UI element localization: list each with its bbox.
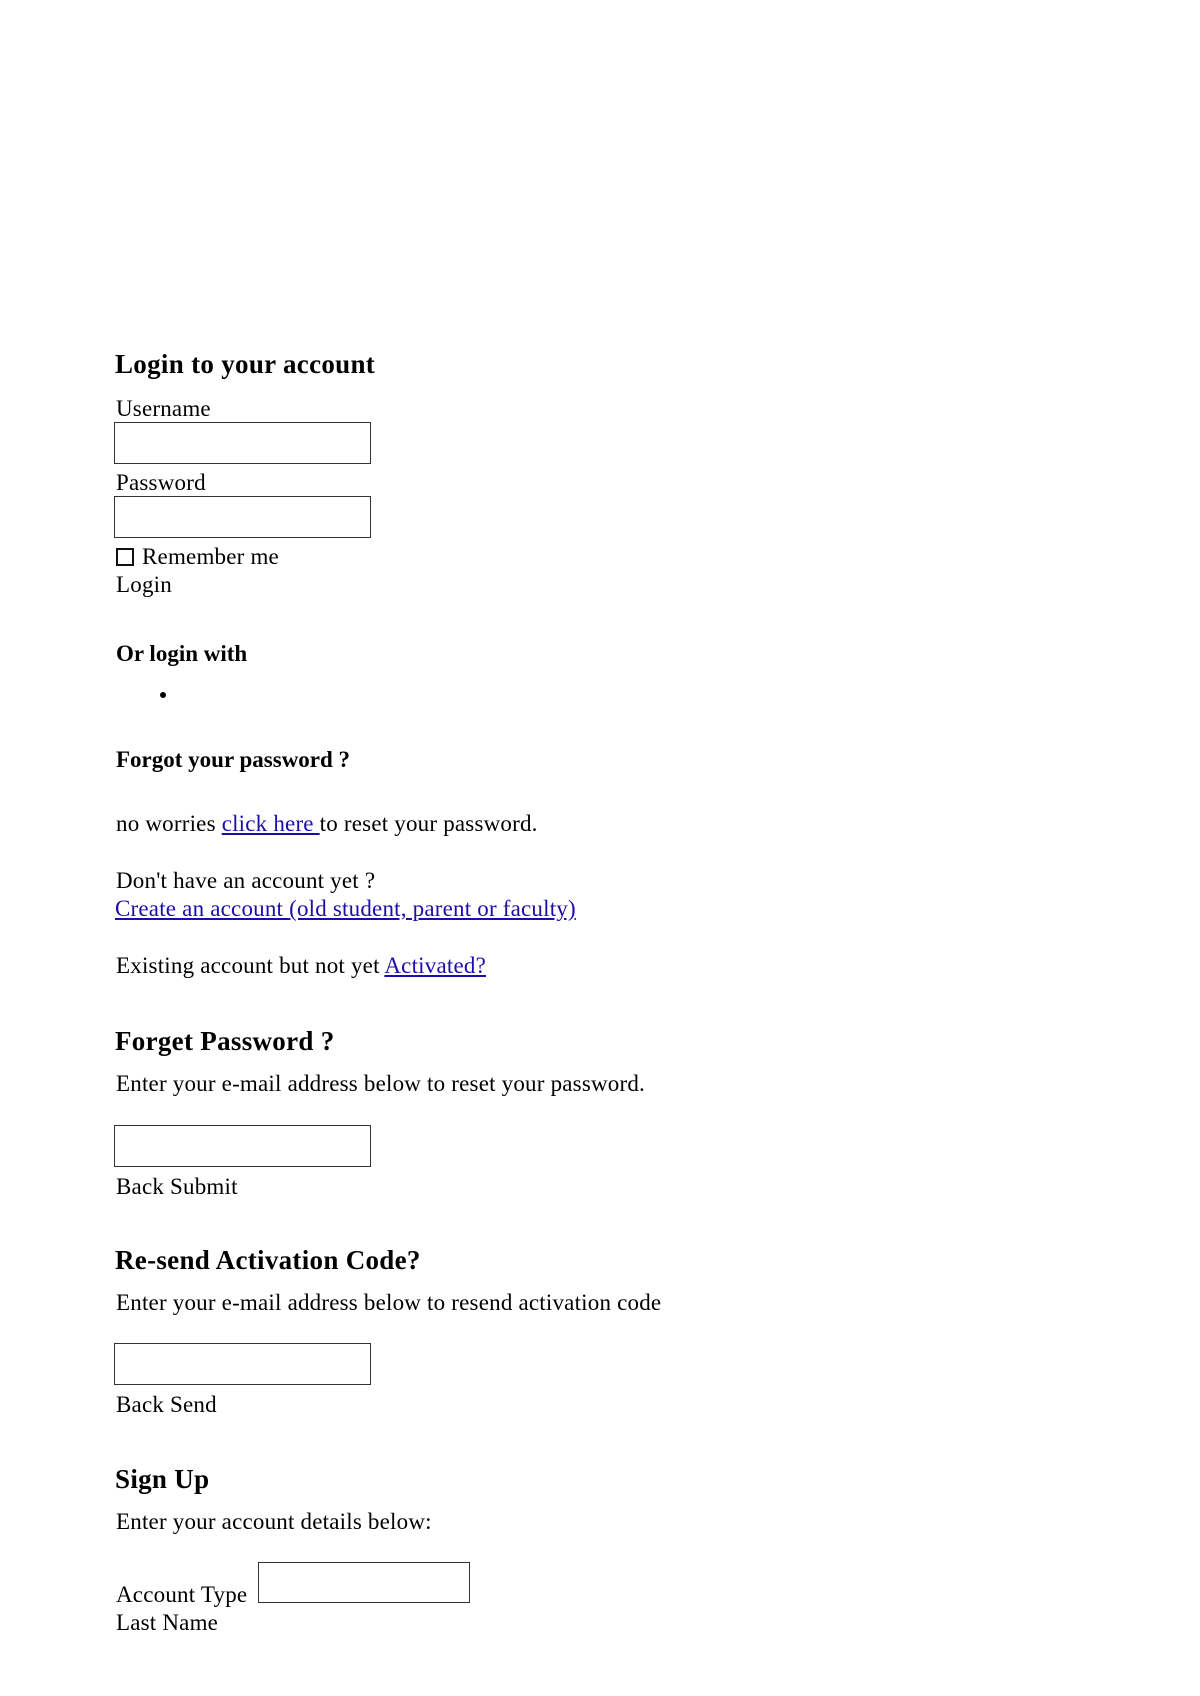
resend-activation-instructions: Enter your e-mail address below to resend activation code bbox=[116, 1290, 662, 1315]
forgot-text-after: to reset your password. bbox=[319, 811, 538, 836]
activation-info-text bbox=[116, 953, 486, 979]
activated-link[interactable]: Activated? bbox=[384, 953, 486, 978]
remember-me-label: Remember me bbox=[142, 544, 279, 569]
account-type-select[interactable] bbox=[258, 1562, 470, 1603]
login-title: Login to your account bbox=[115, 349, 376, 379]
forget-password-instructions: Enter your e-mail address below to reset your password. bbox=[116, 1071, 645, 1096]
forget-password-title: Forget Password ? bbox=[115, 1026, 335, 1056]
no-account-text: Don't have an account yet ? bbox=[116, 868, 376, 893]
remember-me-checkbox[interactable] bbox=[116, 548, 134, 566]
forgot-text-before: no worries bbox=[116, 811, 222, 836]
submit-button[interactable]: Submit bbox=[170, 1174, 238, 1199]
activation-email-input[interactable] bbox=[114, 1343, 371, 1385]
resend-activation-title: Re-send Activation Code? bbox=[115, 1245, 421, 1275]
last-name-label: Last Name bbox=[116, 1610, 219, 1635]
username-input[interactable] bbox=[114, 422, 371, 464]
send-button[interactable]: Send bbox=[170, 1392, 217, 1417]
reset-email-input[interactable] bbox=[114, 1125, 371, 1167]
activation-text: Existing account but not yet bbox=[116, 953, 385, 978]
forget-password-actions bbox=[116, 1174, 238, 1200]
click-here-link[interactable]: click here bbox=[221, 811, 320, 836]
signup-instructions: Enter your account details below: bbox=[116, 1509, 432, 1534]
resend-back-button[interactable]: Back bbox=[116, 1392, 165, 1417]
login-button[interactable]: Login bbox=[116, 572, 172, 597]
signup-title: Sign Up bbox=[115, 1464, 210, 1494]
password-input[interactable] bbox=[114, 496, 371, 538]
username-label: Username bbox=[116, 396, 211, 421]
password-label: Password bbox=[116, 470, 206, 495]
social-login-title: Or login with bbox=[116, 641, 248, 666]
resend-activation-actions bbox=[116, 1392, 217, 1418]
create-account-row bbox=[115, 896, 576, 922]
back-button[interactable]: Back bbox=[116, 1174, 165, 1199]
forgot-password-text bbox=[116, 811, 538, 837]
create-account-link[interactable]: Create an account (old student, parent or faculty) bbox=[115, 896, 576, 921]
forgot-password-title: Forgot your password ? bbox=[116, 747, 351, 772]
account-type-label: Account Type bbox=[116, 1582, 248, 1607]
social-list-bullet bbox=[160, 692, 166, 698]
